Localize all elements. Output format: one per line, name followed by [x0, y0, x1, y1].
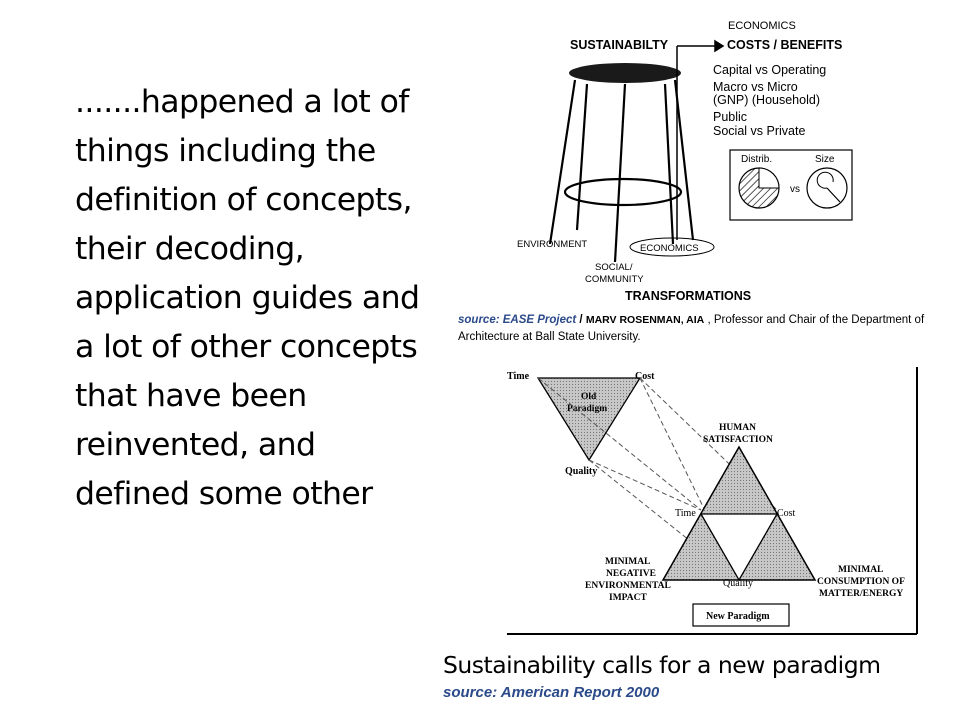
public-label: Public	[713, 110, 748, 124]
source-slash: /	[576, 314, 586, 326]
transformations-label: TRANSFORMATIONS	[625, 289, 752, 303]
size-label: Size	[815, 154, 835, 165]
source-affiliation: , Professor and Chair of the Department of Architecture at Ball State University.	[458, 314, 925, 343]
gnp-household: (GNP) (Household)	[713, 93, 820, 107]
sustainability-label: SUSTAINABILTY	[570, 38, 669, 52]
costs-benefits-label: COSTS / BENEFITS	[727, 38, 843, 52]
source-author-name: MARV ROSENMAN, AIA	[585, 314, 705, 326]
cost-mid-label: Cost	[777, 508, 796, 519]
new-paradigm-label: New Paradigm	[706, 611, 770, 622]
minimal-cons-1: MINIMAL	[838, 565, 884, 575]
source-ease-project	[458, 312, 948, 346]
social-vs-private: Social vs Private	[713, 124, 806, 138]
distrib-label: Distrib.	[741, 154, 773, 165]
paradigm-diagram	[505, 362, 925, 640]
stool-legs	[550, 80, 693, 262]
slide-body-text: .......happened a lot of things including the definition of concepts, their decoding, application guides and a lot of other concepts that have been reinvented, and defined some other	[75, 84, 420, 512]
minimal-cons-2: CONSUMPTION OF	[817, 577, 905, 587]
time-mid-label: Time	[675, 508, 696, 519]
source-ease-label: source: EASE Project	[458, 314, 577, 326]
sustainability-stool-diagram	[515, 12, 865, 307]
stool-seat	[569, 63, 681, 83]
old-label-2: Paradigm	[567, 404, 608, 414]
time-top-label: Time	[507, 371, 530, 382]
diagram-caption: Sustainability calls for a new paradigm	[443, 651, 881, 679]
human-label-1: HUMAN	[719, 423, 756, 433]
quality-top-label: Quality	[565, 466, 598, 477]
minimal-neg-2: NEGATIVE	[606, 569, 656, 579]
human-label-2: SATISFACTION	[703, 435, 773, 445]
cost-top-label: Cost	[635, 371, 655, 382]
stool-ring	[565, 179, 681, 205]
capital-vs-operating: Capital vs Operating	[713, 63, 827, 77]
caption-source: source: American Report 2000	[443, 684, 660, 701]
economics-header: ECONOMICS	[728, 20, 796, 32]
vs-label: vs	[790, 184, 800, 195]
environment-label: ENVIRONMENT	[517, 239, 588, 250]
minimal-neg-1: MINIMAL	[605, 557, 651, 567]
quality-bottom-label: Quality	[723, 578, 753, 589]
minimal-neg-3: ENVIRONMENTAL	[585, 581, 671, 591]
economics-leg-label: ECONOMICS	[640, 243, 699, 254]
old-label-1: Old	[581, 392, 597, 402]
minimal-neg-4: IMPACT	[609, 593, 647, 603]
community-label: COMMUNITY	[585, 274, 644, 285]
macro-vs-micro: Macro vs Micro	[713, 80, 798, 94]
social-label: SOCIAL/	[595, 262, 633, 273]
minimal-cons-3: MATTER/ENERGY	[819, 589, 904, 599]
